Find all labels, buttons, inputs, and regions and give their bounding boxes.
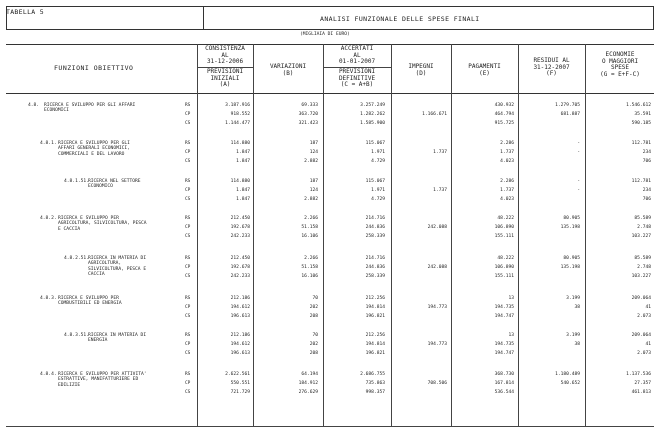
cell-a: 194.612: [230, 305, 250, 310]
cell-b: 187: [309, 141, 318, 146]
function-label: ECONOMICO: [88, 184, 113, 190]
cell-b: 51.158: [301, 225, 318, 230]
cell-f: 80.905: [563, 256, 580, 261]
row-type-code: RS: [185, 372, 191, 377]
cell-e: 194.735: [494, 305, 514, 310]
cell-a: 194.612: [230, 342, 250, 347]
cell-c: 258.339: [365, 274, 385, 279]
cell-a: 1.847: [236, 188, 250, 193]
cell-f: 1.279.705: [555, 103, 580, 108]
cell-f: 80.905: [563, 216, 580, 221]
cell-e: 194.735: [494, 342, 514, 347]
row-type-code: CP: [185, 225, 191, 230]
cell-g: 35.591: [634, 112, 651, 117]
cell-c: 258.339: [365, 234, 385, 239]
cell-a: 192.678: [230, 225, 250, 230]
cell-e: 194.747: [494, 314, 514, 319]
cell-e: 1.737: [500, 150, 514, 155]
cell-e: 4.023: [500, 197, 514, 202]
cell-a: 212.186: [230, 333, 250, 338]
col-consistenza-header: CONSISTENZA AL 31-12-2006: [205, 45, 245, 66]
cell-a: 196.613: [230, 314, 250, 319]
function-code: 4.8.1.51.: [64, 179, 89, 184]
cell-g: 209.064: [631, 333, 651, 338]
cell-a: 1.847: [236, 150, 250, 155]
cell-e: 155.111: [494, 234, 514, 239]
cell-g: 27.357: [634, 381, 651, 386]
cell-f: 681.887: [560, 112, 580, 117]
cell-g: 2.748: [637, 265, 651, 270]
cell-d: 242.088: [427, 265, 447, 270]
cell-a: 721.729: [230, 390, 250, 395]
cell-a: 192.678: [230, 265, 250, 270]
cell-c: 735.863: [365, 381, 385, 386]
function-code: 4.8.1.: [40, 141, 57, 146]
cell-b: 202: [309, 305, 318, 310]
cell-f: -: [577, 141, 580, 146]
col-previsioni-iniziali-header: PREVISIONI INIZIALI (A): [206, 68, 244, 89]
cell-b: 16.106: [301, 274, 318, 279]
cell-g: 112.781: [631, 179, 651, 184]
cell-b: 2.882: [304, 159, 318, 164]
cell-b: 69.333: [301, 103, 318, 108]
function-label: SILVICOLTURA, PESCA E: [88, 266, 147, 272]
function-label: EDILIZIE: [58, 382, 81, 388]
cell-g: 103.227: [631, 274, 651, 279]
row-type-code: RS: [185, 333, 191, 338]
cell-c: 214.716: [365, 256, 385, 261]
cell-f: 3.199: [566, 333, 580, 338]
cell-a: 3.187.916: [225, 103, 250, 108]
function-code: 4.8.4.: [40, 372, 57, 377]
cell-b: 51.158: [301, 265, 318, 270]
cell-g: 1.137.536: [626, 372, 651, 377]
cell-g: 234: [642, 150, 651, 155]
function-label: COMMERCIALI E DEL LAVORO: [58, 151, 125, 157]
row-type-code: CP: [185, 112, 191, 117]
cell-a: 1.847: [236, 197, 250, 202]
function-label: RICERCA IN MATERIA DI: [88, 256, 147, 261]
cell-c: 194.814: [365, 305, 385, 310]
cell-c: 214.716: [365, 216, 385, 221]
cell-c: 115.067: [365, 141, 385, 146]
cell-g: 706: [642, 197, 651, 202]
row-type-code: CS: [185, 274, 191, 279]
function-label: RICERCA E SVILUPPO PER: [58, 296, 119, 301]
cell-b: 202: [309, 342, 318, 347]
cell-c: 998.357: [365, 390, 385, 395]
cell-d: 1.166.671: [422, 112, 447, 117]
cell-d: 1.737: [433, 188, 447, 193]
cell-b: 187: [309, 179, 318, 184]
cell-g: 706: [642, 159, 651, 164]
cell-f: 1.180.489: [555, 372, 580, 377]
cell-a: 918.552: [230, 112, 250, 117]
cell-a: 196.613: [230, 351, 250, 356]
cell-f: 540.652: [560, 381, 580, 386]
cell-d: 708.506: [427, 381, 447, 386]
col-divider: [518, 44, 519, 426]
col-accertati-header: ACCERTATI AL 01-01-2007: [338, 45, 376, 66]
cell-c: 196.821: [365, 351, 385, 356]
cell-e: 167.814: [494, 381, 514, 386]
cell-b: 363.720: [298, 112, 318, 117]
function-label: E CACCIA: [58, 226, 81, 232]
cell-a: 242.233: [230, 274, 250, 279]
function-label: AGRICOLTURA, SILVICOLTURA, PESCA: [58, 221, 147, 227]
cell-e: 13: [508, 333, 514, 338]
cell-f: 38: [574, 342, 580, 347]
cell-e: 2.286: [500, 141, 514, 146]
cell-c: 244.836: [365, 265, 385, 270]
cell-b: 2.882: [304, 197, 318, 202]
cell-a: 550.551: [230, 381, 250, 386]
row-type-code: CS: [185, 234, 191, 239]
cell-c: 194.814: [365, 342, 385, 347]
col-divider: [451, 44, 452, 426]
row-type-code: CS: [185, 314, 191, 319]
cell-g: 209.064: [631, 296, 651, 301]
cell-b: 184.912: [298, 381, 318, 386]
row-type-code: CP: [185, 265, 191, 270]
cell-d: 1.737: [433, 150, 447, 155]
function-label: COMBUSTIBILI ED ENERGIA: [58, 301, 122, 307]
cell-g: 85.589: [634, 216, 651, 221]
function-label: RICERCA E SVILUPPO PER: [58, 216, 119, 221]
cell-g: 2.073: [637, 314, 651, 319]
cell-a: 212.450: [230, 256, 250, 261]
function-code: 4.8.2.51.: [64, 256, 89, 261]
col-divider: [391, 44, 392, 426]
cell-c: 1.971: [371, 188, 385, 193]
unit-label: (MIGLIAIA DI EURO): [300, 32, 350, 37]
cell-a: 212.450: [230, 216, 250, 221]
cell-c: 1.585.900: [360, 121, 385, 126]
cell-b: 70: [312, 333, 318, 338]
cell-f: -: [577, 188, 580, 193]
col-residui-header: RESIDUI AL 31-12-2007 (F): [533, 57, 570, 78]
cell-f: 3.199: [566, 296, 580, 301]
col-divider: [585, 44, 586, 426]
document-title: ANALISI FUNZIONALE DELLE SPESE FINALI: [320, 15, 480, 23]
cell-c: 2.686.755: [360, 372, 385, 377]
function-code: 4.8.3.: [40, 296, 57, 301]
function-label: RICERCA E SVILUPPO PER GLI AFFARI: [44, 103, 136, 108]
cell-b: 124: [309, 188, 318, 193]
row-type-code: CS: [185, 159, 191, 164]
row-type-code: CP: [185, 150, 191, 155]
cell-c: 196.821: [365, 314, 385, 319]
cell-c: 1.971: [371, 150, 385, 155]
col-divider: [253, 44, 254, 426]
cell-c: 115.067: [365, 179, 385, 184]
cell-c: 244.836: [365, 225, 385, 230]
cell-c: 212.256: [365, 333, 385, 338]
cell-e: 194.747: [494, 351, 514, 356]
cell-e: 106.890: [494, 225, 514, 230]
function-label: RICERCA IN MATERIA DI: [88, 333, 147, 338]
cell-b: 2.266: [304, 216, 318, 221]
row-type-code: RS: [185, 179, 191, 184]
cell-e: 48.222: [497, 256, 514, 261]
cell-b: 70: [312, 296, 318, 301]
cell-g: 2.073: [637, 351, 651, 356]
cell-f: -: [577, 150, 580, 155]
function-label: RICERCA E SVILUPPO PER GLI: [58, 141, 130, 146]
cell-a: 114.880: [230, 179, 250, 184]
cell-b: 208: [309, 314, 318, 319]
function-label: CACCIA: [88, 272, 105, 278]
cell-g: 41: [645, 305, 651, 310]
function-label: ENERGIA: [88, 338, 108, 344]
col-variazioni-header: VARIAZIONI (B): [269, 63, 307, 77]
cell-b: 64.194: [301, 372, 318, 377]
cell-d: 194.773: [427, 305, 447, 310]
cell-e: 464.794: [494, 112, 514, 117]
cell-b: 208: [309, 351, 318, 356]
table-number: TABELLA 5: [6, 8, 44, 16]
cell-e: 106.890: [494, 265, 514, 270]
cell-f: -: [577, 179, 580, 184]
row-type-code: CS: [185, 197, 191, 202]
col-pagamenti-header: PAGAMENTI (E): [468, 63, 501, 77]
cell-g: 85.589: [634, 256, 651, 261]
function-label: ECONOMICI: [44, 108, 69, 114]
cell-f: 135.198: [560, 265, 580, 270]
cell-a: 1.144.477: [225, 121, 250, 126]
col-previsioni-definitive-header: PREVISIONI DEFINITIVE (C = A+B): [338, 68, 376, 89]
cell-a: 2.622.561: [225, 372, 250, 377]
cell-a: 114.880: [230, 141, 250, 146]
cell-e: 430.932: [494, 103, 514, 108]
row-type-code: CS: [185, 351, 191, 356]
cell-b: 321.423: [298, 121, 318, 126]
cell-e: 2.286: [500, 179, 514, 184]
cell-b: 276.629: [298, 390, 318, 395]
cell-d: 242.088: [427, 225, 447, 230]
function-label: RICERCA NEL SETTORE: [88, 179, 141, 184]
row-type-code: CS: [185, 390, 191, 395]
cell-b: 2.266: [304, 256, 318, 261]
row-type-code: CP: [185, 342, 191, 347]
row-type-code: CP: [185, 188, 191, 193]
col-divider: [323, 44, 324, 426]
cell-e: 915.725: [494, 121, 514, 126]
cell-g: 41: [645, 342, 651, 347]
cell-a: 212.186: [230, 296, 250, 301]
cell-g: 2.748: [637, 225, 651, 230]
col-economie-header: ECONOMIE O MAGGIORI SPESE (G = E+F-C): [600, 51, 640, 78]
function-label: RICERCA E SVILUPPO PER ATTIVITA': [58, 372, 147, 377]
row-type-code: RS: [185, 103, 191, 108]
cell-c: 4.729: [371, 159, 385, 164]
cell-e: 13: [508, 296, 514, 301]
cell-g: 461.813: [631, 390, 651, 395]
cell-e: 1.737: [500, 188, 514, 193]
cell-e: 536.544: [494, 390, 514, 395]
cell-c: 1.282.262: [360, 112, 385, 117]
cell-g: 103.227: [631, 234, 651, 239]
row-type-code: RS: [185, 141, 191, 146]
cell-c: 212.256: [365, 296, 385, 301]
cell-e: 368.730: [494, 372, 514, 377]
col-funzioni-header: FUNZIONI OBIETTIVO: [54, 64, 134, 72]
cell-b: 16.106: [301, 234, 318, 239]
function-code: 4.8.: [28, 103, 40, 108]
row-type-code: RS: [185, 216, 191, 221]
row-type-code: CS: [185, 121, 191, 126]
cell-a: 242.233: [230, 234, 250, 239]
row-type-code: CP: [185, 305, 191, 310]
row-type-code: RS: [185, 256, 191, 261]
cell-d: 194.773: [427, 342, 447, 347]
cell-e: 4.023: [500, 159, 514, 164]
cell-e: 48.222: [497, 216, 514, 221]
cell-c: 4.729: [371, 197, 385, 202]
cell-c: 3.257.249: [360, 103, 385, 108]
cell-b: 124: [309, 150, 318, 155]
row-type-code: RS: [185, 296, 191, 301]
col-impegni-header: IMPEGNI (D): [408, 63, 434, 77]
cell-a: 1.847: [236, 159, 250, 164]
cell-f: 38: [574, 305, 580, 310]
cell-g: 112.781: [631, 141, 651, 146]
cell-f: 135.198: [560, 225, 580, 230]
cell-g: 590.185: [631, 121, 651, 126]
function-label: ESTRATTIVE, MANIFATTURIERE ED: [58, 377, 139, 383]
cell-g: 234: [642, 188, 651, 193]
title-separator: [203, 7, 204, 29]
function-label: AGRICOLTURA,: [88, 261, 122, 267]
function-label: AFFARI GENERALI ECONOMICI,: [58, 146, 130, 152]
cell-e: 155.111: [494, 274, 514, 279]
function-code: 4.8.3.51.: [64, 333, 89, 338]
table-bottom-rule: [6, 426, 654, 427]
function-code: 4.8.2.: [40, 216, 57, 221]
row-type-code: CP: [185, 381, 191, 386]
cell-g: 1.546.612: [626, 103, 651, 108]
